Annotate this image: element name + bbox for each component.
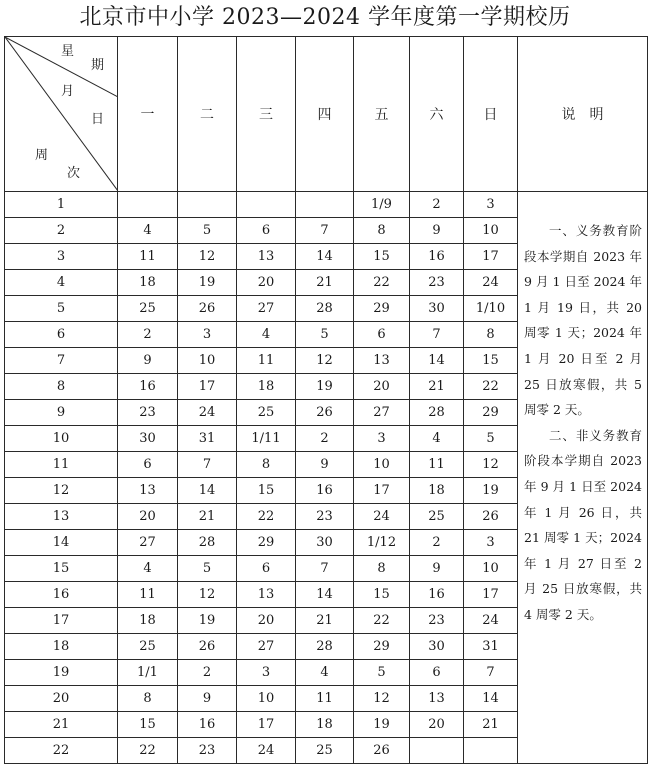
week-number-cell: 7 [5, 348, 118, 374]
date-cell: 16 [118, 374, 178, 400]
date-cell: 14 [296, 244, 354, 270]
notes-text [518, 192, 647, 628]
date-cell: 14 [178, 478, 237, 504]
date-cell: 5 [296, 322, 354, 348]
date-cell: 6 [410, 660, 464, 686]
corner-label-xing: 星 [61, 44, 75, 59]
date-cell: 26 [178, 296, 237, 322]
date-cell [178, 192, 237, 218]
date-cell: 28 [296, 634, 354, 660]
date-cell: 11 [118, 244, 178, 270]
date-cell: 3 [464, 530, 518, 556]
date-cell: 19 [354, 712, 410, 738]
date-cell [464, 738, 518, 764]
date-cell: 17 [237, 712, 296, 738]
date-cell: 26 [296, 400, 354, 426]
date-cell: 11 [296, 686, 354, 712]
date-cell: 17 [464, 244, 518, 270]
date-cell: 18 [296, 712, 354, 738]
header-notes: 说 明 [518, 37, 648, 192]
date-cell: 29 [237, 530, 296, 556]
week-number-cell: 16 [5, 582, 118, 608]
date-cell: 24 [178, 400, 237, 426]
date-cell: 9 [296, 452, 354, 478]
date-cell: 10 [464, 556, 518, 582]
header-day-mon: 一 [118, 37, 178, 192]
date-cell: 9 [410, 556, 464, 582]
date-cell: 7 [296, 218, 354, 244]
date-cell: 12 [178, 244, 237, 270]
note-paragraph: 一、义务教育阶段本学期自 2023 年 9 月 1 日至 2024 年 1 月 19 日，共 20 周零 1 天；2024 年 1 月 20 日至 2 月 25 日放寒假，共 5 周零 2 天。 [524, 223, 642, 418]
date-cell: 27 [118, 530, 178, 556]
date-cell: 1/1 [118, 660, 178, 686]
date-cell: 17 [464, 582, 518, 608]
date-cell: 2 [410, 530, 464, 556]
note-paragraph: 二、非义务教育阶段本学期自 2023 年 9 月 1 日至 2024 年 1 月 26 日，共 21 周零 1 天；2024 年 1 月 27 日至 2 月 25 日放寒假，共 4 周零 2 天。 [524, 427, 642, 622]
week-number-cell: 8 [5, 374, 118, 400]
date-cell: 18 [237, 374, 296, 400]
date-cell [296, 192, 354, 218]
table-row [5, 192, 648, 218]
date-cell: 19 [178, 608, 237, 634]
date-cell: 15 [118, 712, 178, 738]
date-cell: 21 [296, 608, 354, 634]
date-cell [118, 192, 178, 218]
date-cell: 26 [464, 504, 518, 530]
date-cell: 1/10 [464, 296, 518, 322]
date-cell: 7 [410, 322, 464, 348]
date-cell: 18 [118, 608, 178, 634]
date-cell: 4 [118, 218, 178, 244]
date-cell: 22 [354, 608, 410, 634]
date-cell: 16 [178, 712, 237, 738]
date-cell: 3 [354, 426, 410, 452]
week-number-cell: 9 [5, 400, 118, 426]
date-cell: 9 [410, 218, 464, 244]
date-cell: 16 [410, 244, 464, 270]
date-cell: 7 [296, 556, 354, 582]
date-cell: 30 [410, 296, 464, 322]
header-day-fri: 五 [354, 37, 410, 192]
date-cell: 6 [118, 452, 178, 478]
week-number-cell: 1 [5, 192, 118, 218]
date-cell: 13 [237, 582, 296, 608]
date-cell: 16 [296, 478, 354, 504]
corner-label-zhou: 周 [35, 148, 49, 163]
date-cell: 4 [237, 322, 296, 348]
date-cell: 1/11 [237, 426, 296, 452]
date-cell: 21 [410, 374, 464, 400]
date-cell: 22 [354, 270, 410, 296]
date-cell: 29 [464, 400, 518, 426]
date-cell: 4 [410, 426, 464, 452]
date-cell: 12 [178, 582, 237, 608]
date-cell: 8 [354, 218, 410, 244]
date-cell: 5 [178, 218, 237, 244]
date-cell: 20 [237, 608, 296, 634]
week-number-cell: 13 [5, 504, 118, 530]
date-cell: 8 [237, 452, 296, 478]
header-day-wed: 三 [237, 37, 296, 192]
date-cell: 1/9 [354, 192, 410, 218]
date-cell: 19 [178, 270, 237, 296]
date-cell: 9 [118, 348, 178, 374]
date-cell: 25 [410, 504, 464, 530]
week-number-cell: 14 [5, 530, 118, 556]
date-cell: 12 [354, 686, 410, 712]
date-cell: 18 [118, 270, 178, 296]
date-cell: 20 [410, 712, 464, 738]
date-cell: 27 [237, 296, 296, 322]
week-number-cell: 21 [5, 712, 118, 738]
date-cell: 30 [118, 426, 178, 452]
date-cell: 23 [410, 608, 464, 634]
date-cell: 25 [237, 400, 296, 426]
date-cell: 4 [118, 556, 178, 582]
week-number-cell: 6 [5, 322, 118, 348]
date-cell: 24 [354, 504, 410, 530]
date-cell: 6 [237, 556, 296, 582]
date-cell: 11 [237, 348, 296, 374]
date-cell: 4 [296, 660, 354, 686]
week-number-cell: 4 [5, 270, 118, 296]
date-cell: 7 [178, 452, 237, 478]
page-title: 北京市中小学 2023—2024 学年度第一学期校历 [79, 5, 571, 30]
header-day-thu: 四 [296, 37, 354, 192]
date-cell: 11 [118, 582, 178, 608]
week-number-cell: 15 [5, 556, 118, 582]
date-cell: 24 [237, 738, 296, 764]
date-cell: 31 [464, 634, 518, 660]
date-cell: 14 [410, 348, 464, 374]
date-cell: 27 [237, 634, 296, 660]
week-number-cell: 3 [5, 244, 118, 270]
corner-label-yue: 月 [61, 84, 75, 99]
date-cell: 26 [178, 634, 237, 660]
date-cell: 5 [354, 660, 410, 686]
date-cell: 15 [464, 348, 518, 374]
date-cell: 25 [118, 296, 178, 322]
date-cell: 10 [464, 218, 518, 244]
week-number-cell: 17 [5, 608, 118, 634]
date-cell: 8 [354, 556, 410, 582]
date-cell: 23 [410, 270, 464, 296]
date-cell: 9 [178, 686, 237, 712]
date-cell: 28 [296, 296, 354, 322]
date-cell: 20 [237, 270, 296, 296]
date-cell: 22 [237, 504, 296, 530]
date-cell: 10 [237, 686, 296, 712]
date-cell: 28 [410, 400, 464, 426]
date-cell: 25 [296, 738, 354, 764]
date-cell: 12 [464, 452, 518, 478]
corner-label-ci: 次 [67, 166, 81, 181]
week-number-cell: 18 [5, 634, 118, 660]
date-cell: 24 [464, 608, 518, 634]
date-cell: 26 [354, 738, 410, 764]
date-cell: 21 [178, 504, 237, 530]
date-cell: 30 [410, 634, 464, 660]
date-cell: 2 [118, 322, 178, 348]
date-cell: 15 [354, 244, 410, 270]
date-cell: 17 [354, 478, 410, 504]
date-cell: 23 [296, 504, 354, 530]
date-cell: 14 [296, 582, 354, 608]
date-cell: 15 [237, 478, 296, 504]
week-number-cell: 12 [5, 478, 118, 504]
date-cell: 6 [354, 322, 410, 348]
date-cell: 3 [237, 660, 296, 686]
date-cell: 15 [354, 582, 410, 608]
date-cell: 13 [237, 244, 296, 270]
date-cell: 29 [354, 296, 410, 322]
date-cell: 3 [178, 322, 237, 348]
date-cell: 22 [118, 738, 178, 764]
date-cell: 29 [354, 634, 410, 660]
date-cell: 10 [178, 348, 237, 374]
date-cell: 3 [464, 192, 518, 218]
date-cell: 13 [410, 686, 464, 712]
date-cell: 24 [464, 270, 518, 296]
date-cell: 13 [118, 478, 178, 504]
week-number-cell: 2 [5, 218, 118, 244]
date-cell: 10 [354, 452, 410, 478]
date-cell: 16 [410, 582, 464, 608]
date-cell: 22 [464, 374, 518, 400]
date-cell: 20 [354, 374, 410, 400]
week-number-cell: 5 [5, 296, 118, 322]
week-number-cell: 11 [5, 452, 118, 478]
date-cell: 12 [296, 348, 354, 374]
date-cell: 18 [410, 478, 464, 504]
header-day-sat: 六 [410, 37, 464, 192]
week-number-cell: 20 [5, 686, 118, 712]
week-number-cell: 22 [5, 738, 118, 764]
date-cell [237, 192, 296, 218]
date-cell: 7 [464, 660, 518, 686]
date-cell: 27 [354, 400, 410, 426]
date-cell [410, 738, 464, 764]
date-cell: 25 [118, 634, 178, 660]
date-cell: 8 [464, 322, 518, 348]
date-cell: 14 [464, 686, 518, 712]
date-cell: 20 [118, 504, 178, 530]
notes-cell [518, 192, 648, 764]
date-cell: 28 [178, 530, 237, 556]
date-cell: 31 [178, 426, 237, 452]
header-day-sun: 日 [464, 37, 518, 192]
date-cell: 19 [296, 374, 354, 400]
school-calendar-table [4, 36, 648, 764]
date-cell: 21 [296, 270, 354, 296]
date-cell: 2 [178, 660, 237, 686]
header-row [5, 37, 648, 192]
date-cell: 19 [464, 478, 518, 504]
date-cell: 30 [296, 530, 354, 556]
corner-label-ri: 日 [91, 112, 105, 127]
week-number-cell: 10 [5, 426, 118, 452]
date-cell: 23 [178, 738, 237, 764]
date-cell: 2 [410, 192, 464, 218]
date-cell: 17 [178, 374, 237, 400]
corner-label-qi: 期 [91, 58, 105, 73]
date-cell: 11 [410, 452, 464, 478]
header-day-tue: 二 [178, 37, 237, 192]
date-cell: 13 [354, 348, 410, 374]
date-cell: 2 [296, 426, 354, 452]
date-cell: 5 [178, 556, 237, 582]
date-cell: 6 [237, 218, 296, 244]
date-cell: 21 [464, 712, 518, 738]
week-number-cell: 19 [5, 660, 118, 686]
date-cell: 1/12 [354, 530, 410, 556]
date-cell: 5 [464, 426, 518, 452]
calendar-body [5, 192, 648, 764]
corner-header-cell [5, 37, 118, 192]
date-cell: 8 [118, 686, 178, 712]
date-cell: 23 [118, 400, 178, 426]
